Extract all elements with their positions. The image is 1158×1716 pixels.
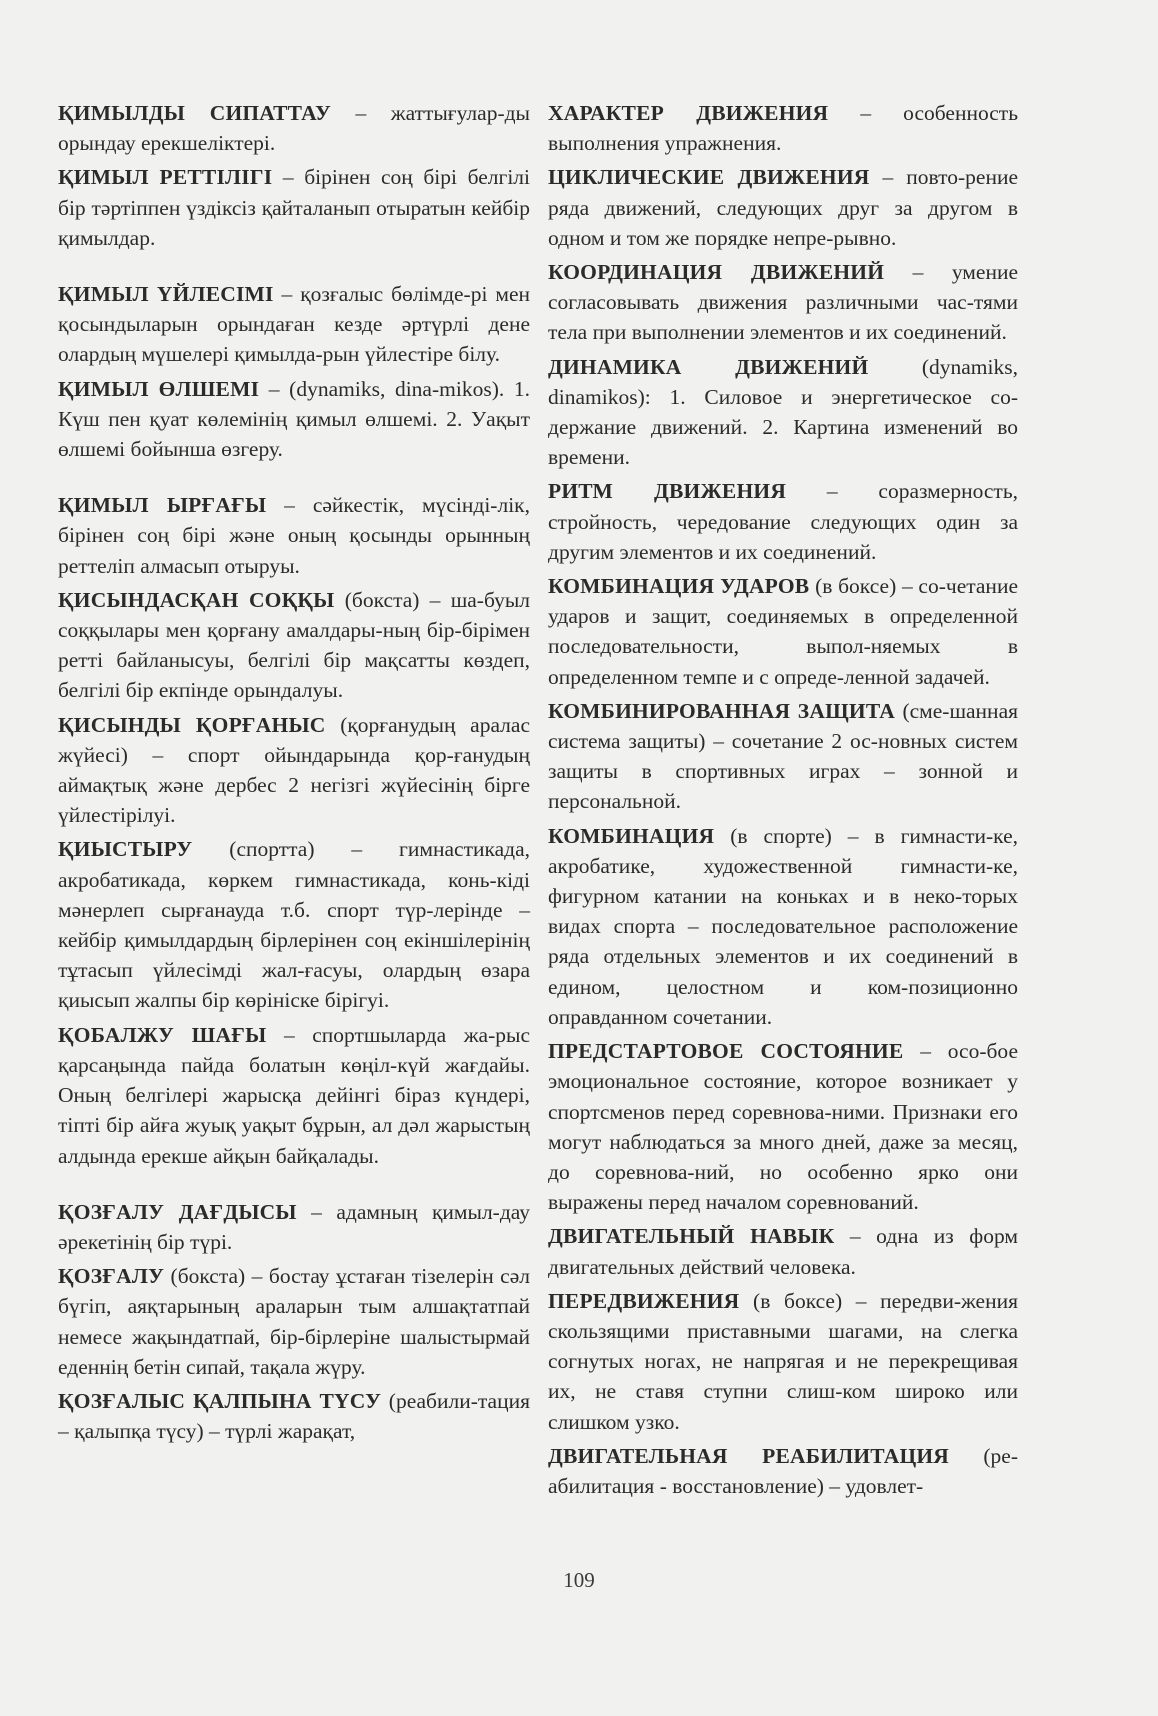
entry-definition: – соразмерность, стройность, чередование следующих один за другим элементов и их соединений. bbox=[548, 479, 1018, 564]
dictionary-entry bbox=[548, 98, 1018, 158]
entry-definition: – бірінен соң бірі белгілі бір тәртіппен үздіксіз қайталанып отыратын кейбір қимылдар. bbox=[58, 165, 530, 250]
dictionary-entry bbox=[58, 1197, 530, 1257]
dictionary-entry bbox=[58, 162, 530, 253]
entry-term: КООРДИНАЦИЯ ДВИЖЕНИЙ bbox=[548, 260, 885, 285]
dictionary-entry bbox=[548, 1441, 1018, 1501]
dictionary-entry bbox=[548, 1286, 1018, 1437]
entry-term: ҚИСЫНДАСҚАН СОҚҚЫ bbox=[58, 587, 335, 612]
entry-definition: (ре-абилитация - восстановление) – удовлет- bbox=[548, 1443, 1018, 1498]
entry-term: ДИНАМИКА ДВИЖЕНИЙ bbox=[548, 354, 869, 379]
entry-term: ЦИКЛИЧЕСКИЕ ДВИЖЕНИЯ bbox=[548, 165, 870, 190]
entry-definition: – особенность выполнения упражнения. bbox=[548, 101, 1018, 156]
entry-term: ҚИМЫЛ ЫРҒАҒЫ bbox=[58, 493, 267, 518]
dictionary-entry bbox=[58, 490, 530, 581]
entry-definition: (в боксе) – передви-жения скользящими приставными шагами, на слегка согнутых ногах, не напрягая и не перекрещивая их, не ставя ступни слиш-ком широко или слишком узко. bbox=[548, 1288, 1018, 1434]
dictionary-entry bbox=[548, 571, 1018, 692]
dictionary-entry bbox=[58, 1261, 530, 1382]
entry-definition: (в спорте) – в гимнасти-ке, акробатике, художественной гимнасти-ке, фигурном катании на коньках и в неко-торых видах спорта – последовательное расположение ряда отдельных элементов и их соединений в едином, целостном и ком-позиционно оправданном сочетании. bbox=[548, 823, 1018, 1029]
entry-term: ҚИМЫЛ РЕТТІЛІГІ bbox=[58, 165, 273, 190]
dictionary-entry bbox=[548, 476, 1018, 567]
entry-term: ҚОБАЛЖУ ШАҒЫ bbox=[58, 1022, 267, 1047]
entry-definition: – жаттығулар-ды орындау ерекшеліктері. bbox=[58, 101, 530, 156]
entry-term: ХАРАКТЕР ДВИЖЕНИЯ bbox=[548, 101, 829, 125]
entry-definition: – повто-рение ряда движений, следующих друг за другом в одном и том же порядке непре-рывно. bbox=[548, 165, 1018, 250]
entry-term: ҚИСЫНДЫ ҚОРҒАНЫС bbox=[58, 712, 326, 737]
entry-definition: – сәйкестік, мүсінді-лік, бірінен соң бірі және оның қосынды орынның реттеліп алмасып отыруы. bbox=[58, 493, 530, 578]
entry-definition: – адамның қимыл-дау әрекетінің бір түрі. bbox=[58, 1199, 530, 1254]
entry-term: ҚОЗҒАЛЫС ҚАЛПЫНА ТҮСУ bbox=[58, 1388, 382, 1413]
entry-term: КОМБИНИРОВАННАЯ ЗАЩИТА bbox=[548, 698, 896, 723]
dictionary-entry bbox=[548, 1036, 1018, 1217]
entry-term: РИТМ ДВИЖЕНИЯ bbox=[548, 479, 787, 504]
entry-definition: – (dynamiks, dina-mikos). 1. Күш пен қуат көлемінің қимыл өлшемі. 2. Уақыт өлшемі бойынша өзгеру. bbox=[58, 376, 530, 462]
entry-definition: (в боксе) – со-четание ударов и защит, соединяемых в определенной последовательности, выпол-няемых в определенном темпе и с опреде-ленной задачей. bbox=[548, 574, 1018, 689]
dictionary-entry bbox=[548, 1221, 1018, 1281]
entry-definition: (бокста) – бостау ұстаған тізелерін сәл бүгіп, аяқтарының араларын тым алшақтатпай немесе жақындатпай, бір-бірлеріне шалыстырмай еденнің бетін сипай, тақала жүру. bbox=[58, 1264, 530, 1379]
entry-term: КОМБИНАЦИЯ УДАРОВ bbox=[548, 574, 810, 599]
dictionary-entry bbox=[58, 585, 530, 706]
left-column bbox=[58, 98, 530, 1450]
entry-term: ДВИГАТЕЛЬНАЯ РЕАБИЛИТАЦИЯ bbox=[548, 1443, 950, 1468]
entry-term: ПЕРЕДВИЖЕНИЯ bbox=[548, 1288, 740, 1313]
entry-definition: – қозғалыс бөлімде-рі мен қосындыларын орындаған кезде әртүрлі дене олардың мүшелері қимылда-рын үйлестіре білу. bbox=[58, 282, 530, 367]
entry-term: КОМБИНАЦИЯ bbox=[548, 823, 715, 848]
entry-definition: (спортта) – гимнастикада, акробатикада, көркем гимнастикада, конь-кіді мәнерлеп сырғанауда т.б. спорт түр-лерінде – кейбір қимылдардың бірлерінен соң екіншілерінің тұтасып үйлесімді жал-ғасуы, олардың өзара қиысып жалпы бір көрініске бірігуі. bbox=[58, 837, 530, 1013]
dictionary-entry bbox=[58, 98, 530, 158]
entry-definition: (бокста) – ша-буыл соққылары мен қорғану амалдары-ның бір-бірімен ретті байланысуы, белгілі бір мақсатты көздеп, белгілі бір екпінде орындалуы. bbox=[58, 587, 530, 703]
entry-definition: (сме-шанная система защиты) – сочетание 2 ос-новных систем защиты в спортивных играх – зонной и персональной. bbox=[548, 698, 1018, 814]
entry-definition: – умение согласовывать движения различными час-тями тела при выполнении элементов и их соединений. bbox=[548, 260, 1018, 345]
entry-definition: (реабили-тация – қалыпқа түсу) – түрлі жарақат, bbox=[58, 1388, 530, 1444]
entry-definition: (dynamiks, dinamikos): 1. Силовое и энергетическое со-держание движений. 2. Картина изменений во времени. bbox=[548, 354, 1018, 470]
dictionary-entry bbox=[58, 279, 530, 370]
entry-definition: – одна из форм двигательных действий человека. bbox=[548, 1224, 1018, 1279]
dictionary-entry bbox=[58, 374, 530, 465]
dictionary-entry bbox=[548, 257, 1018, 348]
dictionary-entry bbox=[548, 162, 1018, 253]
entry-term: ҚИЫСТЫРУ bbox=[58, 837, 193, 862]
entry-term: ҚИМЫЛ ҮЙЛЕСІМІ bbox=[58, 282, 274, 307]
dictionary-entry bbox=[548, 352, 1018, 473]
entry-definition: – спортшыларда жа-рыс қарсаңында пайда болатын көңіл-күй жағдайы. Оның белгілері жарысқа дейінгі біраз күндері, тіпті бір айға жуық уақыт бұрын, ал дәл жарыстың алдында ерекше айқын байқалады. bbox=[58, 1022, 530, 1168]
page-number: 109 bbox=[563, 1568, 595, 1592]
dictionary-entry bbox=[58, 1386, 530, 1446]
entry-term: ҚОЗҒАЛУ ДАҒДЫСЫ bbox=[58, 1199, 297, 1224]
dictionary-entry bbox=[58, 834, 530, 1015]
entry-term: ПРЕДСТАРТОВОЕ СОСТОЯНИЕ bbox=[548, 1039, 904, 1064]
entry-definition: (қорғанудың аралас жүйесі) – спорт ойындарында қор-ғанудың аймақтық және дербес 2 негізгі жүйесінің бірге үйлестірілуі. bbox=[58, 712, 530, 828]
dictionary-entry bbox=[58, 710, 530, 831]
entry-definition: – осо-бое эмоциональное состояние, которое возникает у спортсменов перед соревнова-ними. Признаки его могут наблюдаться за много дней, даже за месяц, до соревнова-ний, но особенно ярко они выражены перед началом соревнований. bbox=[548, 1039, 1018, 1215]
entry-term: ҚОЗҒАЛУ bbox=[58, 1264, 165, 1289]
dictionary-entry bbox=[548, 821, 1018, 1032]
entry-term: ҚИМЫЛ ӨЛШЕМІ bbox=[58, 376, 260, 401]
right-column bbox=[548, 98, 1018, 1505]
dictionary-entry bbox=[58, 1020, 530, 1171]
entry-term: ҚИМЫЛДЫ СИПАТТАУ bbox=[58, 101, 331, 125]
dictionary-entry bbox=[548, 696, 1018, 817]
entry-term: ДВИГАТЕЛЬНЫЙ НАВЫК bbox=[548, 1224, 835, 1249]
